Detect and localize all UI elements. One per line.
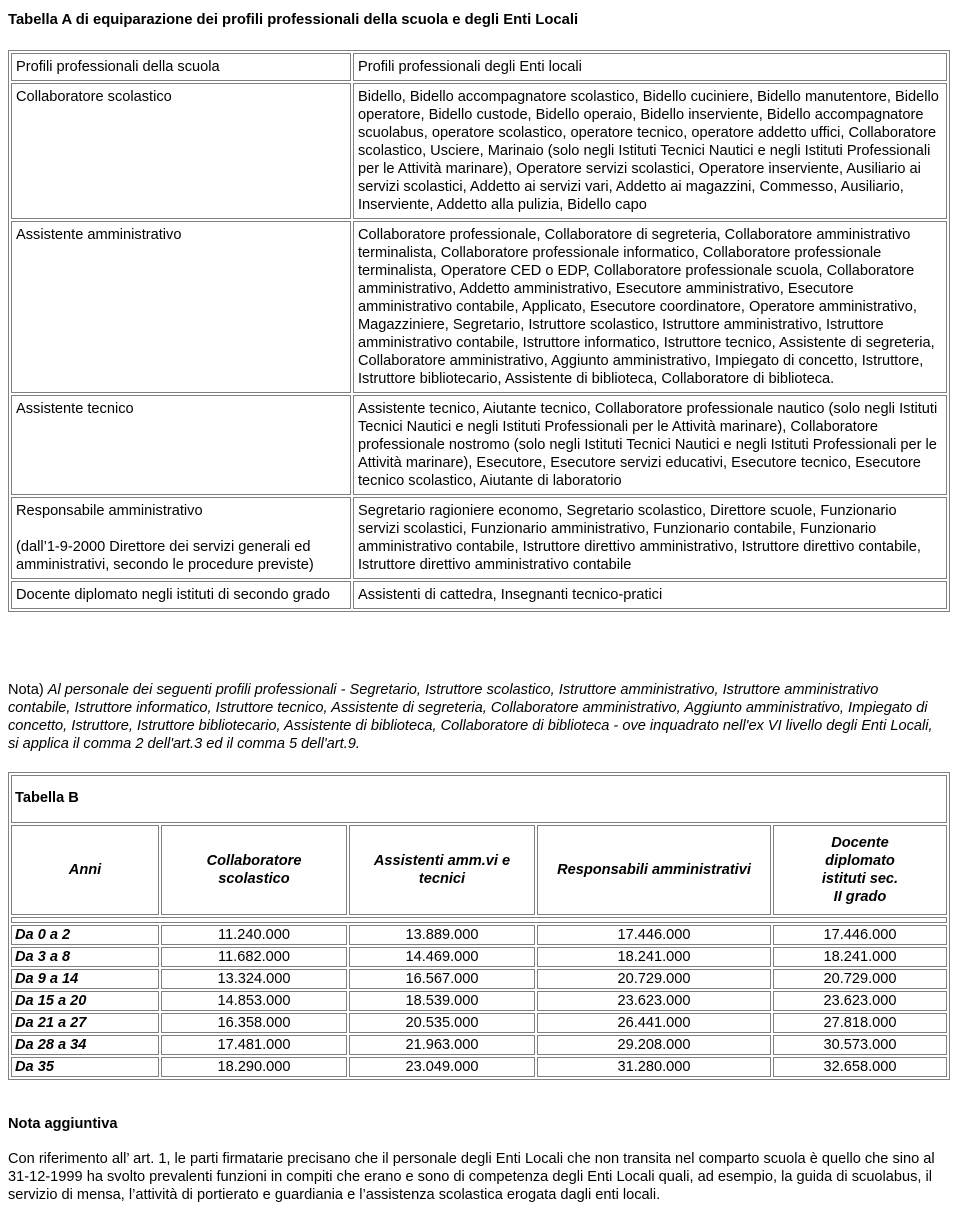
row-label: Da 21 a 27 — [11, 1013, 159, 1033]
header-assistenti: Assistenti amm.vi e tecnici — [349, 825, 535, 915]
tabella-a-title: Tabella A di equiparazione dei profili professionali della scuola e degli Enti Locali — [8, 12, 579, 28]
header-anni: Anni — [11, 825, 159, 915]
table-row — [11, 1035, 947, 1055]
profile-enti-cell: Segretario ragioniere economo, Segretario scolastico, Direttore scuole, Funzionario servizi scolastici, Funzionario amministrativo, Funzionario contabile, Funzionario amministrativo contabile, Istruttore direttivo amministrativo, Istruttore direttivo contabile, Istruttore direttivo amministrativo contabile — [353, 497, 947, 579]
row-label: Da 9 a 14 — [11, 969, 159, 989]
value-cell: 18.539.000 — [349, 991, 535, 1011]
profile-enti-cell: Collaboratore professionale, Collaboratore di segreteria, Collaboratore amministrativo terminalista, Collaboratore professionale informatico, Collaboratore professionale terminalista, Operatore CED o EDP, Collaboratore professionale scuola, Collaboratore amministrativo, Addetto amministrativo, Esecutore amministrativo, Esecutore amministrativo contabile, Applicato, Esecutore coordinatore, Operatore amministrativo, Magazziniere, Segretario, Istruttore scolastico, Istruttore amministrativo, Istruttore amministrativo contabile, Istruttore informatico, Istruttore tecnico, Assistente di segreteria, Collaboratore amministrativo, Aggiunto amministrativo, Impiegato di concetto, Istruttore, Istruttore bibliotecario, Assistente di biblioteca, Collaboratore di biblioteca. — [353, 221, 947, 393]
value-cell: 29.208.000 — [537, 1035, 771, 1055]
value-cell: 20.729.000 — [537, 969, 771, 989]
value-cell: 21.963.000 — [349, 1035, 535, 1055]
header-cell-scuola: Profili professionali della scuola — [11, 53, 351, 81]
row-label: Da 35 — [11, 1057, 159, 1077]
value-cell: 11.240.000 — [161, 925, 347, 945]
value-cell: 30.573.000 — [773, 1035, 947, 1055]
value-cell: 23.623.000 — [773, 991, 947, 1011]
table-row — [11, 83, 947, 219]
header-collaboratore: Collaboratore scolastico — [161, 825, 347, 915]
value-cell: 14.469.000 — [349, 947, 535, 967]
row-label: Da 0 a 2 — [11, 925, 159, 945]
profile-scuola-cell: Assistente amministrativo — [11, 221, 351, 393]
value-cell: 18.241.000 — [537, 947, 771, 967]
profile-enti-cell: Assistente tecnico, Aiutante tecnico, Collaboratore professionale nautico (solo negli Istituti Tecnici Nautici e negli Istituti Professionali per le Attività marinare), Collaboratore professionale nostromo (solo negli Istituti Tecnici Nautici e negli Istituti Professionali per le Attività marinare), Esecutore, Esecutore servizi educativi, Esecutore tecnico, Esecutore tecnico scolastico, Aiutante di laboratorio — [353, 395, 947, 495]
value-cell: 13.324.000 — [161, 969, 347, 989]
value-cell: 17.446.000 — [773, 925, 947, 945]
profile-scuola-cell — [11, 497, 351, 579]
value-cell: 23.049.000 — [349, 1057, 535, 1077]
value-cell: 16.567.000 — [349, 969, 535, 989]
value-cell: 23.623.000 — [537, 991, 771, 1011]
value-cell: 26.441.000 — [537, 1013, 771, 1033]
table-header-row — [11, 825, 947, 915]
nota-label: Nota) — [8, 682, 44, 698]
value-cell: 27.818.000 — [773, 1013, 947, 1033]
table-row — [11, 497, 947, 579]
profile-scuola-cell: Assistente tecnico — [11, 395, 351, 495]
profile-enti-cell: Bidello, Bidello accompagnatore scolastico, Bidello cuciniere, Bidello manutentore, Bidello operatore, Bidello custode, Bidello operaio, Bidello inserviente, Bidello accompagnatore scuolabus, operatore scolastico, operatore tecnico, operatore addetto uffici, Collaboratore scolastico, Usciere, Marinaio (solo negli Istituti Tecnici Nautici e negli Istituti Professionali per le Attività marinare), Operatore servizi scolastici, Operatore inserviente, Ausiliario ai servizi scolastici, Addetto ai servizi vari, Addetto ai magazzini, Commesso, Ausiliario, Inserviente, Addetto alla pulizia, Bidello capo — [353, 83, 947, 219]
value-cell: 16.358.000 — [161, 1013, 347, 1033]
table-row — [11, 991, 947, 1011]
value-cell: 17.446.000 — [537, 925, 771, 945]
profile-scuola-cell: Collaboratore scolastico — [11, 83, 351, 219]
profile-scuola-cell: Docente diplomato negli istituti di secondo grado — [11, 581, 351, 609]
value-cell: 32.658.000 — [773, 1057, 947, 1077]
header-cell-enti: Profili professionali degli Enti locali — [353, 53, 947, 81]
table-row — [11, 395, 947, 495]
spacer-row — [11, 917, 947, 923]
table-header-row — [11, 53, 947, 81]
table-row — [11, 947, 947, 967]
value-cell: 18.290.000 — [161, 1057, 347, 1077]
tabella-a — [8, 50, 950, 612]
table-row — [11, 1013, 947, 1033]
value-cell: 31.280.000 — [537, 1057, 771, 1077]
value-cell: 13.889.000 — [349, 925, 535, 945]
row-label: Da 3 a 8 — [11, 947, 159, 967]
table-row — [11, 1057, 947, 1077]
tabella-b — [8, 772, 950, 1080]
row-label: Da 15 a 20 — [11, 991, 159, 1011]
tabella-b-title: Tabella B — [11, 775, 947, 823]
nota-aggiuntiva-title: Nota aggiuntiva — [8, 1116, 118, 1132]
row-label: Da 28 a 34 — [11, 1035, 159, 1055]
value-cell: 20.729.000 — [773, 969, 947, 989]
value-cell: 18.241.000 — [773, 947, 947, 967]
profile-scuola-name: Responsabile amministrativo — [16, 503, 203, 519]
value-cell: 11.682.000 — [161, 947, 347, 967]
header-docente: Docente diplomato istituti sec. II grado — [773, 825, 947, 915]
header-responsabili: Responsabili amministrativi — [537, 825, 771, 915]
table-row — [11, 969, 947, 989]
value-cell: 20.535.000 — [349, 1013, 535, 1033]
value-cell: 17.481.000 — [161, 1035, 347, 1055]
profile-scuola-note: (dall’1-9-2000 Direttore dei servizi generali ed amministrativi, secondo le procedure previste) — [16, 539, 314, 573]
table-row — [11, 221, 947, 393]
profile-enti-cell: Assistenti di cattedra, Insegnanti tecnico-pratici — [353, 581, 947, 609]
table-row — [11, 925, 947, 945]
table-row — [11, 581, 947, 609]
nota-text: Al personale dei seguenti profili professionali - Segretario, Istruttore scolastico, Istruttore amministrativo, Istruttore amministrativo contabile, Istruttore informatico, Istruttore tecnico, Assistente di segreteria, Collaboratore amministrativo, Aggiunto amministrativo, Impiegato di concetto, Istruttore, Istruttore bibliotecario, Assistente di biblioteca, Collaboratore di biblioteca - ove inquadrato nell'ex VI livello degli Enti Locali, si applica il comma 2 dell'art.3 ed il comma 5 dell'art.9. — [8, 682, 933, 752]
nota-aggiuntiva-text: Con riferimento all’ art. 1, le parti firmatarie precisano che il personale degli Enti Locali che non transita nel comparto scuola è quello che sino al 31-12-1999 ha svolto prevalenti funzioni in compiti che erano e sono di competenza degli Enti Locali quali, ad esempio, la guida di scuolabus, il servizio di mensa, l’attività di portierato e guardiania e l’assistenza scolastica erogata dagli enti locali. — [8, 1151, 935, 1203]
nota-paragraph — [8, 681, 938, 753]
value-cell: 14.853.000 — [161, 991, 347, 1011]
